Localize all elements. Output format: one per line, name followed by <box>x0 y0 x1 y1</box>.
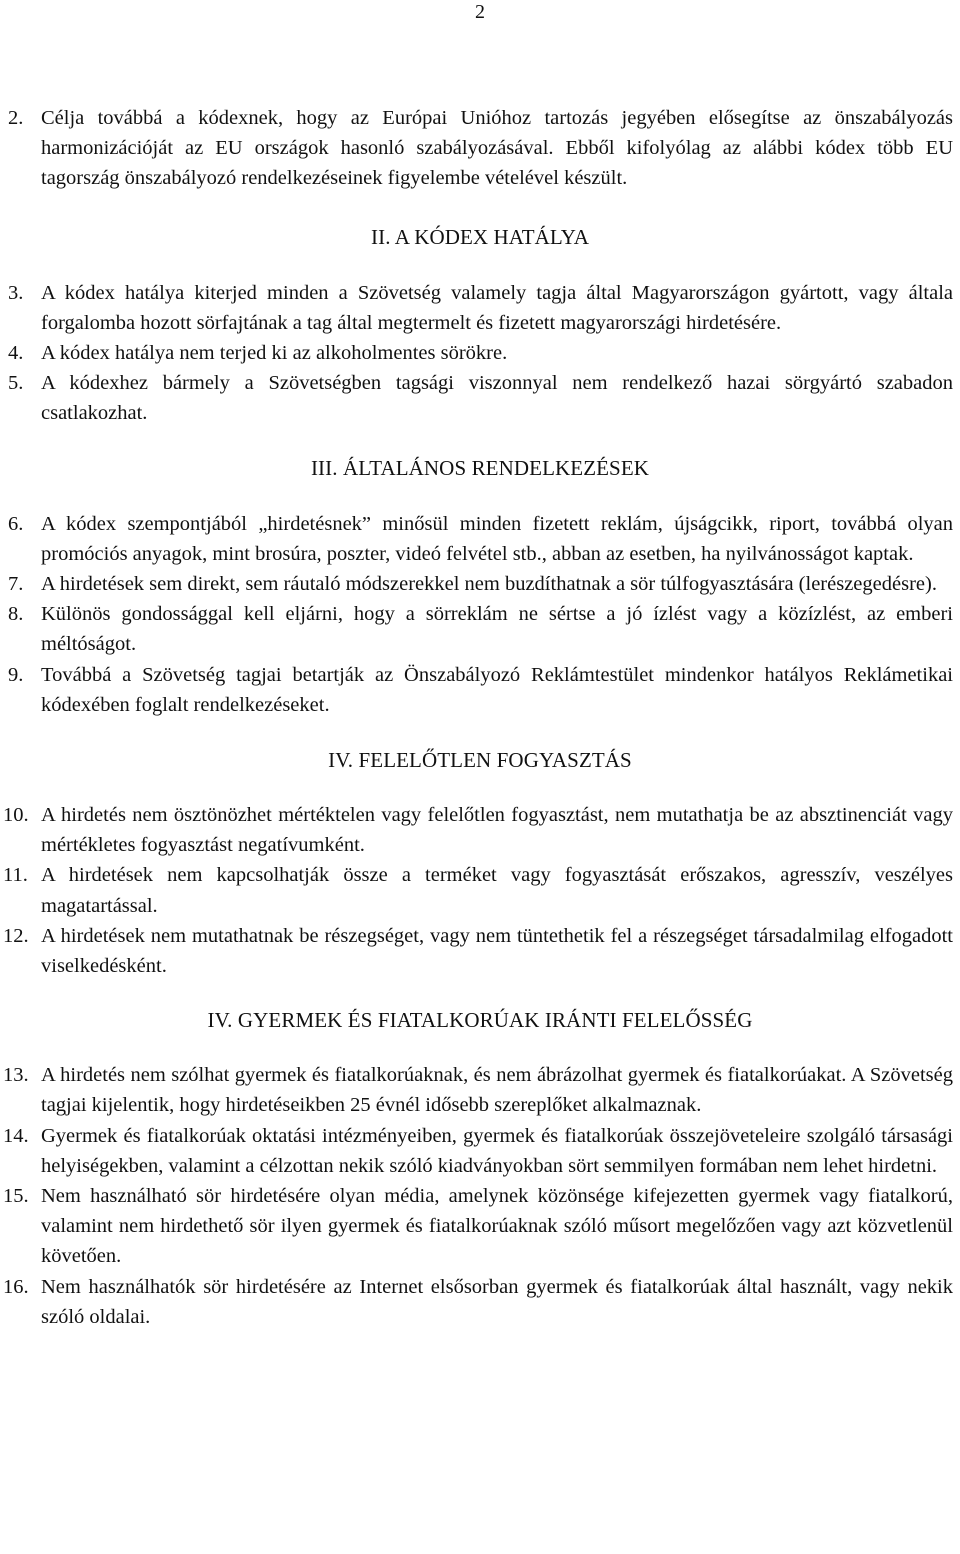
item-text: A hirdetések nem kapcsolhatják össze a terméket vagy fogyasztását erőszakos, agresszív, veszélyes magatartással. <box>41 864 953 917</box>
list-item <box>8 278 953 338</box>
item-number: 11. <box>3 864 28 887</box>
list-item <box>8 569 953 599</box>
list-item <box>3 1272 953 1332</box>
item-text: A hirdetések nem mutathatnak be részegséget, vagy nem tüntethetik fel a részegséget társadalmilag elfogadott viselkedésként. <box>41 924 953 978</box>
item-text: Különös gondossággal kell eljárni, hogy a sörreklám ne sértse a jó ízlést vagy a közízlést, az emberi méltóságot. <box>41 603 953 656</box>
item-number: 8. <box>8 603 24 626</box>
list-item <box>8 509 953 569</box>
item-text: A kódex szempontjából „hirdetésnek” minősül minden fizetett reklám, újságcikk, riport, továbbá olyan promóciós anyagok, mint brosúra, poszter, videó felvétel stb., abban az esetben, ha nyilvánosságot kaptak. <box>41 512 953 565</box>
list-item <box>3 1121 953 1181</box>
list-item <box>8 660 953 720</box>
item-text: Gyermek és fiatalkorúak oktatási intézményeiben, gyermek és fiatalkorúak összejöveteleire szolgáló társasági helyiségekben, valamint a célzottan nekik szóló kiadványokban sört semmilyen formában nem lehet hirdetni. <box>41 1124 953 1177</box>
item-text: Nem használható sör hirdetésére olyan média, amelynek közönsége kifejezetten gyermek vagy fiatalkorú, valamint nem hirdethető sör ilyen gyermek és fiatalkorúaknak szóló műsort megelőzően vagy azt közvetlenül követően. <box>41 1185 953 1268</box>
item-text: A kódex hatálya nem terjed ki az alkoholmentes sörökre. <box>41 342 508 365</box>
item-number: 2. <box>8 107 24 129</box>
item-text: Nem használhatók sör hirdetésére az Internet elsősorban gyermek és fiatalkorúak által használt, vagy nekik szóló oldalai. <box>41 1275 953 1328</box>
list-item <box>3 860 953 920</box>
list-item <box>3 1060 953 1120</box>
item-number: 4. <box>8 342 24 365</box>
item-number: 9. <box>8 663 24 686</box>
item-text: A hirdetés nem szólhat gyermek és fiatalkorúaknak, és nem ábrázolhat gyermek és fiatalkorúakat. A Szövetség tagjai kijelentik, hogy hirdetéseikben 25 évnél idősebb szereplőket alkalmaznak. <box>41 1064 953 1117</box>
item-text: A kódexhez bármely a Szövetségben tagsági viszonnyal nem rendelkező hazai sörgyártó szabadon csatlakozhat. <box>41 372 953 425</box>
item-number: 7. <box>8 573 24 596</box>
list-item <box>8 338 953 368</box>
section-heading: IV. FELELŐTLEN FOGYASZTÁS <box>328 748 632 773</box>
list-item <box>8 368 953 428</box>
item-number: 3. <box>8 281 24 304</box>
list-item <box>3 921 953 981</box>
item-number: 5. <box>8 372 24 395</box>
item-text: A kódex hatálya kiterjed minden a Szövetség valamely tagja által Magyarországon gyártott, vagy általa forgalomba hozott sörfajtának a tag által megtermelt és fizetett magyarországi hirdetésére. <box>41 281 953 334</box>
page-number: 2 <box>475 1 485 23</box>
section-heading: III. ÁLTALÁNOS RENDELKEZÉSEK <box>310 455 650 480</box>
item-number: 15. <box>3 1185 29 1208</box>
item-text: Továbbá a Szövetség tagjai betartják az Önszabályozó Reklámtestület mindenkor hatályos Reklámetikai kódexében foglalt rendelkezéseket. <box>41 663 953 716</box>
list-item <box>3 1181 953 1272</box>
document-body <box>0 103 960 1332</box>
item-text: A hirdetés nem ösztönözhet mértéktelen vagy felelőtlen fogyasztást, nem mutathatja be az absztinenciát vagy mértékletes fogyasztást negatívumként. <box>41 804 953 857</box>
list-item <box>8 103 953 194</box>
section-heading: II. A KÓDEX HATÁLYA <box>371 224 589 249</box>
list-item <box>8 599 953 659</box>
list-item <box>3 800 953 860</box>
item-text: Célja továbbá a kódexnek, hogy az Európai Unióhoz tartozás jegyében elősegítse az önszabályozás harmonizációját az EU országok hasonló szabályozásával. Ebből kifolyólag az alábbi kódex több EU tagország önszabályozó rendelkezéseinek figyelembe vételével készült. <box>41 107 953 190</box>
item-number: 13. <box>3 1064 29 1087</box>
item-text: A hirdetések sem direkt, sem ráutaló módszerekkel nem buzdíthatnak a sör túlfogyasztására (lerészegedésre). <box>41 573 937 596</box>
item-number: 12. <box>3 924 29 947</box>
item-number: 14. <box>3 1124 29 1147</box>
section-heading: IV. GYERMEK ÉS FIATALKORÚAK IRÁNTI FELELŐSSÉG <box>207 1008 753 1033</box>
item-number: 6. <box>8 512 24 535</box>
item-number: 10. <box>3 804 29 827</box>
item-number: 16. <box>3 1275 29 1298</box>
